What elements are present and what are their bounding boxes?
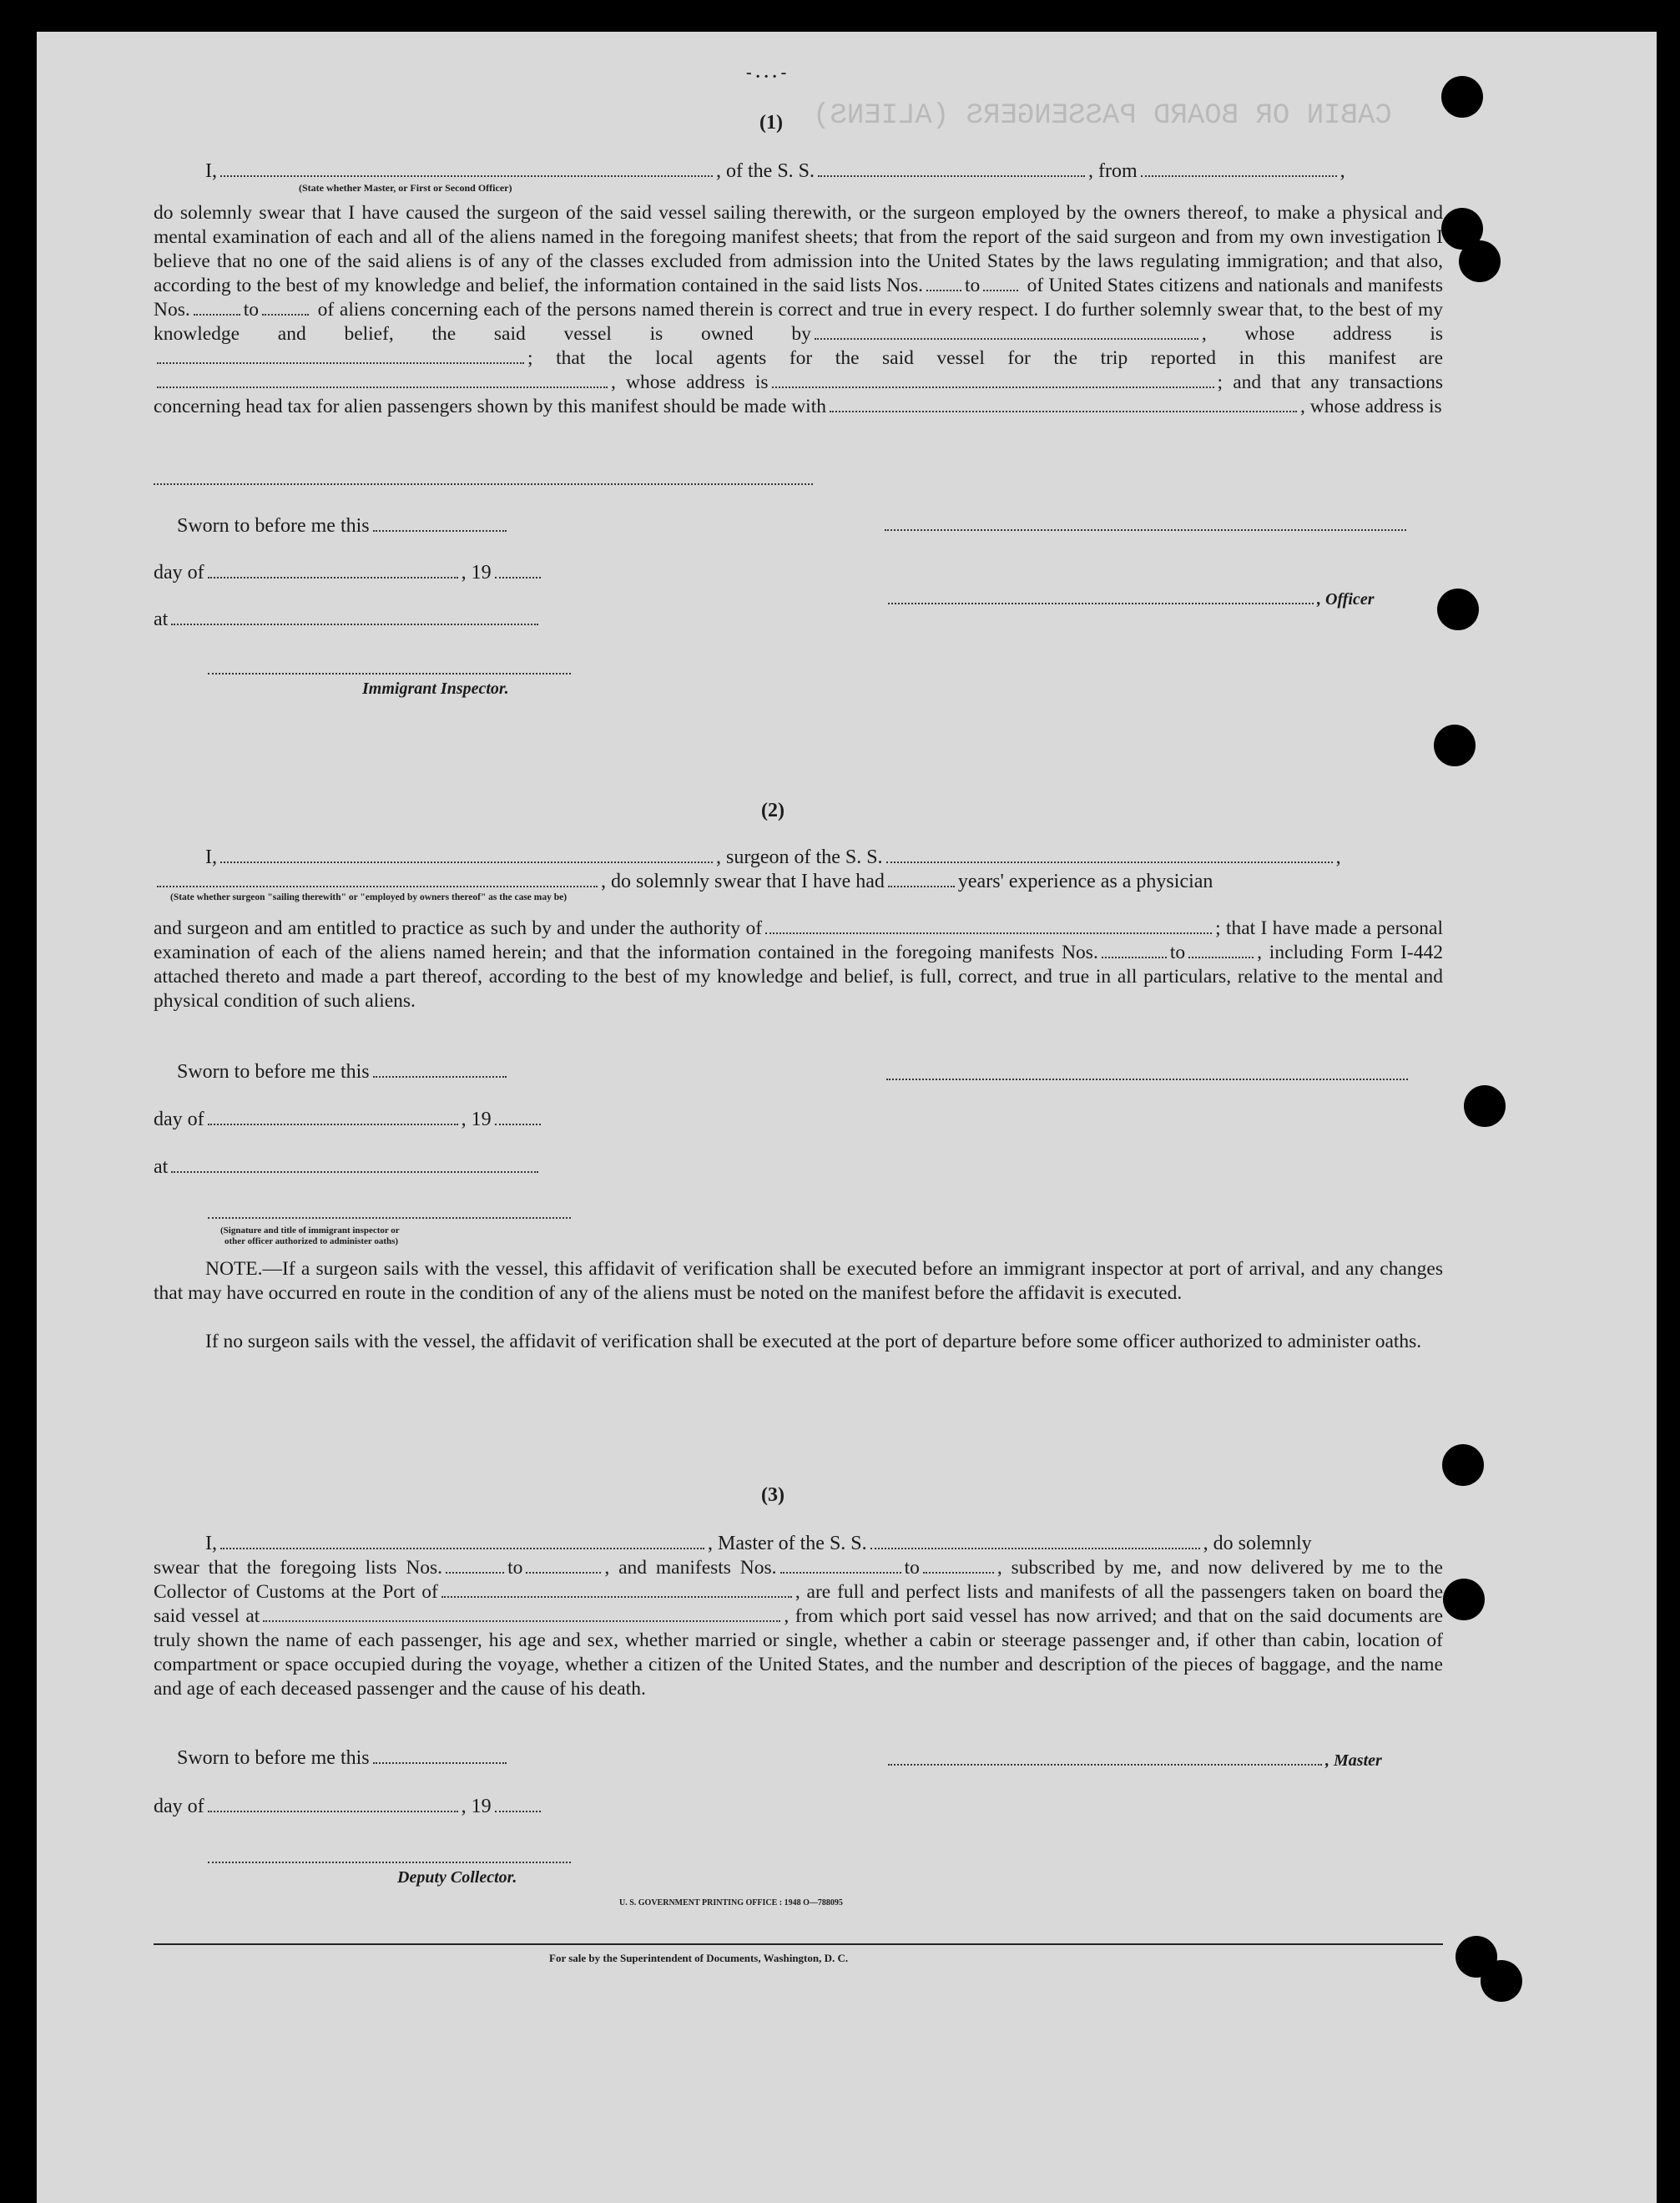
affidavit-1-text: do solemnly swear that I have caused the surgeon of the said vessel sailing therewith, or the surgeon employed by the owners thereof, to make a physical and mental examination of each and all of the aliens named in the foregoing manifest sheets; that from the report of the said surgeon and from my own investigation I believe that no one of the said aliens is of any of the classes excluded from admission into the United States by the laws regulating immigration; and that also, according to the best of my knowledge and belief, the information contained in the said lists Nos. xyxy=(154,202,1443,296)
affidavit-3-text: , from which port said vessel has now arrived; and that on the said documents are truly shown the name of each passenger, his age and sex, whether married or single, whether a cabin or steerage passenger and, if other than cabin, location of compartment or space occupied during the voyage, whether a citizen of the United States, and the number and description of the pieces of baggage, and the name and age of each deceased passenger and the cause of his death. xyxy=(154,1605,1443,1700)
affidavit-3-number: (3) xyxy=(761,1484,785,1506)
inspector-signature-line[interactable] xyxy=(208,673,571,675)
master-signature-field[interactable] xyxy=(888,1749,1322,1766)
master-vessel-field[interactable] xyxy=(870,1533,1200,1549)
master-manifest-from-field[interactable] xyxy=(780,1559,901,1574)
day-of-label: day of xyxy=(154,562,204,584)
punch-hole xyxy=(1434,725,1476,766)
affidavit-1-body: do solemnly swear that I have caused the surgeon of the said vessel sailing therewith, or the surgeon employed by the owners thereof, to make a physical and mental examination of each and all of the aliens named in the foregoing manifest sheets; that from the report of the said surgeon and from my own investigation I believe that no one of the said aliens is of any of the classes excluded from admission into the United States by the laws regulating immigration; and that also, according to the best of my knowledge and belief, the information contained in the said lists Nos. to of United States citizens and nationals and manifests Nos. to of aliens concerning each of the persons named therein is correct and true in every respect. I do further solemnly swear that, to the best of my knowledge and belief, the said vessel is owned by , whose address is; that the local agents for the said vessel for the trip reported in this manifest are, whose address is ; and that any transactions concerning head tax for alien passengers shown by this manifest should be made with , whose address is xyxy=(154,202,1444,417)
affidavit-3-sworn-row xyxy=(177,1746,510,1771)
document-page xyxy=(37,32,1657,2203)
punch-hole xyxy=(1441,76,1483,118)
affidavit-3-body xyxy=(154,1556,1443,1701)
sworn-date-field[interactable] xyxy=(373,1747,507,1764)
sworn-label: Sworn to before me this xyxy=(177,515,370,537)
sworn-date-field[interactable] xyxy=(373,515,507,532)
day-of-label: day of xyxy=(154,1796,204,1817)
affidavit-2-first-line: I, , surgeon of the S. S. , xyxy=(205,846,1341,868)
to-label: to xyxy=(904,1557,920,1579)
affidavit-2-body xyxy=(154,917,1443,1013)
note-paragraph-1 xyxy=(154,1257,1443,1306)
years-experience-field[interactable] xyxy=(888,871,955,887)
surgeon-role-field[interactable] xyxy=(157,871,598,887)
citizen-list-from-field[interactable] xyxy=(926,276,961,291)
affidavit-1-text: whose address is xyxy=(626,371,769,393)
customs-port-field[interactable] xyxy=(441,1583,792,1598)
affidavit-2-second-line xyxy=(154,870,1213,894)
years-label: years' experience as a physician xyxy=(957,871,1213,892)
manifest-from-field[interactable] xyxy=(194,301,240,316)
affidavit-3-solemnly: , do solemnly xyxy=(1203,1533,1312,1554)
surgeon-signature-line[interactable] xyxy=(886,1079,1408,1080)
to-label: to xyxy=(243,299,260,321)
affidavit-2-number: (2) xyxy=(761,800,785,821)
list-to-field[interactable] xyxy=(526,1559,601,1574)
affidavit-2-ss-label: , surgeon of the S. S. xyxy=(716,846,883,868)
affidavit-1-at-row xyxy=(154,608,542,632)
affidavit-1-day-row xyxy=(154,561,544,585)
sale-imprint: For sale by the Superintendent of Documents, Washington, D. C. xyxy=(549,1952,849,1964)
footer-rule xyxy=(154,1943,1443,1945)
affidavit-1-number: (1) xyxy=(759,112,783,134)
affidavit-2-day-row xyxy=(154,1108,544,1132)
vessel-owner-field[interactable] xyxy=(815,325,1198,340)
year-field[interactable] xyxy=(495,562,541,579)
affidavit-3-text: , are full and perfect lists and manifests of all the passengers taken on board the said vessel at xyxy=(154,1581,1443,1627)
manifest-to-field[interactable] xyxy=(262,301,309,316)
master-name-field[interactable] xyxy=(220,1533,704,1549)
surgeon-manifest-to-field[interactable] xyxy=(1188,943,1254,958)
place-field[interactable] xyxy=(171,609,538,625)
affidavit-3-master-row xyxy=(885,1748,1382,1773)
affidavit-3-day-row xyxy=(154,1795,544,1819)
gpo-imprint: U. S. GOVERNMENT PRINTING OFFICE : 1948 O—788095 xyxy=(619,1898,843,1907)
list-from-field[interactable] xyxy=(446,1559,504,1574)
affidavit-1-from-label: , from xyxy=(1088,160,1138,182)
sworn-date-field[interactable] xyxy=(373,1061,507,1078)
head-tax-address-line[interactable] xyxy=(154,483,813,485)
embarkation-port-field[interactable] xyxy=(263,1607,780,1622)
officer-name-field[interactable] xyxy=(220,160,713,177)
immigrant-inspector-label: Immigrant Inspector. xyxy=(362,680,509,698)
signature-hint-line-2: other officer authorized to administer oaths) xyxy=(225,1236,399,1246)
collector-signature-line[interactable] xyxy=(208,1862,571,1863)
at-label: at xyxy=(154,1156,169,1178)
affidavit-3-text: , and manifests Nos. xyxy=(604,1557,777,1579)
to-label: to xyxy=(507,1557,523,1579)
affidavit-2-swear-label: , do solemnly swear that I have had xyxy=(601,871,885,892)
head-tax-contact-field[interactable] xyxy=(830,397,1297,412)
punch-hole xyxy=(1464,1085,1506,1127)
punch-hole xyxy=(1481,1960,1522,2002)
month-field[interactable] xyxy=(208,1109,458,1125)
affidavit-1-text: of aliens concerning each of the persons named therein is correct and true in every respect. I do further solemnly swear that, to the best of my knowledge and belief, the said vessel is owned by xyxy=(154,299,1444,345)
citizen-list-to-field[interactable] xyxy=(983,276,1018,291)
affidavit-1-sworn-row xyxy=(177,514,510,538)
inspector-signature-line[interactable] xyxy=(208,1217,571,1219)
punch-hole xyxy=(1437,589,1479,630)
affidavit-3-text: swear that the foregoing lists Nos. xyxy=(154,1557,443,1579)
officer-signature-line[interactable] xyxy=(885,529,1406,531)
to-label: to xyxy=(1169,942,1186,963)
affidavit-2-at-row xyxy=(154,1155,542,1180)
departure-port-field[interactable] xyxy=(1141,160,1337,177)
affidavit-3-lead: I, xyxy=(205,1533,217,1554)
month-field[interactable] xyxy=(208,1796,458,1812)
year-label: , 19 xyxy=(461,562,492,584)
affidavit-1-role-hint: (State whether Master, or First or Second Officer) xyxy=(299,182,512,194)
surgeon-vessel-field[interactable] xyxy=(886,846,1333,863)
affidavit-1-ss-label: , of the S. S. xyxy=(716,160,815,182)
affidavit-1-text: ; that the local agents for the said vessel for the trip reported in this manifest are xyxy=(527,347,1443,369)
to-label: to xyxy=(964,275,981,296)
affidavit-3-first-line xyxy=(205,1532,1312,1556)
place-field[interactable] xyxy=(171,1156,538,1173)
master-label: , Master xyxy=(1325,1751,1382,1770)
affidavit-2-lead: I, xyxy=(205,846,217,868)
year-field[interactable] xyxy=(495,1109,541,1125)
agents-address-field[interactable] xyxy=(772,373,1214,388)
affidavit-1-text: , whose address is xyxy=(1201,323,1443,345)
sworn-label: Sworn to before me this xyxy=(177,1747,370,1769)
note-text: If no surgeon sails with the vessel, the affidavit of verification shall be executed at the port of departure before some officer authorized to administer oaths. xyxy=(205,1331,1422,1352)
affidavit-1-text: of United States citizens and nationals and manifests Nos. xyxy=(154,275,1443,321)
bleed-through-header: CABIN OR BOARD PASSENGERS (ALIENS) xyxy=(813,100,1392,132)
year-label: , 19 xyxy=(461,1109,492,1130)
note-paragraph-2 xyxy=(154,1330,1443,1354)
year-field[interactable] xyxy=(495,1796,541,1812)
year-label: , 19 xyxy=(461,1796,492,1817)
affidavit-2-hint: (State whether surgeon "sailing therewith" or "employed by owners thereof" as the case may be) xyxy=(170,892,568,902)
deputy-collector-label: Deputy Collector. xyxy=(397,1868,517,1887)
signature-hint-line-1: (Signature and title of immigrant inspector or xyxy=(220,1225,400,1235)
affidavit-2-sworn-row xyxy=(177,1060,510,1084)
officer-label: , Officer xyxy=(1317,590,1375,609)
affidavit-3-text: , subscribed by me, and now delivered by me to the Collector of Customs at the Port of xyxy=(154,1557,1443,1603)
local-agents-field[interactable] xyxy=(157,373,608,388)
affidavit-1-lead: I, xyxy=(205,160,217,182)
affidavit-1-text: ; and that any transactions concerning head tax for alien passengers shown by this manifest should be made with xyxy=(154,371,1444,417)
top-marks: - . . . - xyxy=(746,63,787,82)
owner-address-field[interactable] xyxy=(157,349,524,364)
master-manifest-to-field[interactable] xyxy=(923,1559,994,1574)
affidavit-1-first-line: I, , of the S. S. , from , xyxy=(205,160,1345,182)
punch-hole xyxy=(1443,1579,1485,1620)
affidavit-1-officer-row xyxy=(885,587,1375,612)
note-text: —If a surgeon sails with the vessel, this affidavit of verification shall be executed before an immigrant inspector at port of arrival, and any changes that may have occurred en route in the condition of any of the aliens must be noted on the manifest before the affidavit is executed. xyxy=(154,1258,1443,1304)
punch-hole xyxy=(1442,1444,1484,1486)
month-field[interactable] xyxy=(208,562,458,579)
affidavit-2-text: and surgeon and am entitled to practice as such by and under the authority of xyxy=(154,917,763,939)
day-of-label: day of xyxy=(154,1109,204,1130)
affidavit-3-ss-label: , Master of the S. S. xyxy=(708,1533,867,1554)
at-label: at xyxy=(154,609,169,630)
officer-title-field[interactable] xyxy=(888,588,1314,604)
surgeon-name-field[interactable] xyxy=(220,846,713,863)
vessel-name-field[interactable] xyxy=(818,160,1085,177)
note-label: NOTE. xyxy=(205,1258,263,1280)
affidavit-1-text: , whose address is xyxy=(1299,396,1442,417)
surgeon-manifest-from-field[interactable] xyxy=(1102,943,1167,958)
affidavit-2-text: , including Form I-442 attached thereto and made a part thereof, according to the best of my knowledge and belief, is full, correct, and true in all particulars, relative to the mental and physical condition of such aliens. xyxy=(154,942,1444,1012)
sworn-label: Sworn to before me this xyxy=(177,1061,370,1083)
affidavit-2-text: ; that I have made a personal examination of each of the aliens named herein; and that the information contained in the foregoing manifests Nos. xyxy=(154,917,1443,963)
punch-hole xyxy=(1459,240,1501,282)
practice-authority-field[interactable] xyxy=(765,919,1212,934)
